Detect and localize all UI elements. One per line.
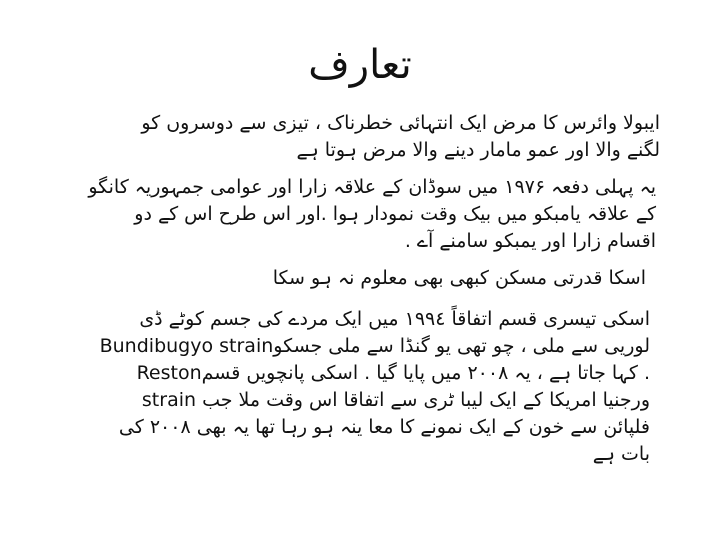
paragraph-1 [34, 110, 674, 164]
paragraph-line: لگنے والا اور عمو مامار دینے والا مرض ہوتا ہے [296, 139, 660, 161]
paragraph-line: ایبولا وائرس کا مرض ایک انتہائی خطرناک ، تیزی سے دوسروں کو [141, 112, 660, 134]
paragraph-line: Restonکہا جاتا ہے ، یہ ۲۰۰۸ میں پایا گیا . اسکی پانچویں قسم . [136, 362, 650, 384]
slide-title: تعارف [308, 42, 412, 88]
paragraph-4 [34, 306, 674, 468]
paragraph-line: ورجنیا امریکا کے ایک لیبا ٹری سے اتفاقا اس وقت ملا جب strain [141, 389, 650, 411]
paragraph-line: فلپائن سے خون کے ایک نمونے کا معا ینہ ہو رہا تھا یہ بھی ۲۰۰۸ کی [118, 416, 650, 438]
paragraph-line: بات ہے [592, 443, 650, 465]
paragraph-line: یہ پہلی دفعہ ۱۹۷۶ میں سوڈان کے علاقہ زارا اور عوامی جمہوریہ کانگو [88, 176, 656, 198]
paragraph-3 [34, 265, 674, 292]
paragraph-line: اسکا قدرتی مسکن کبھی بھی معلوم نہ ہو سکا [272, 267, 646, 289]
paragraph-2 [34, 174, 674, 255]
paragraph-line: کے علاقہ یامبکو میں بیک وقت نمودار ہوا .اور اس طرح اس کے دو [134, 203, 656, 225]
slide-body [34, 110, 674, 478]
paragraph-line: Bundibugyo strainلوریی سے ملی ، چو تھی یو گنڈا سے ملی جسکو [99, 335, 650, 357]
paragraph-line: اسکی تیسری قسم اتفاقاً ۱۹۹٤ میں ایک مردے کی جسم کوٹے ڈی [139, 308, 650, 330]
paragraph-line: اقسام زارا اور یمبکو سامنے آے . [404, 230, 656, 252]
